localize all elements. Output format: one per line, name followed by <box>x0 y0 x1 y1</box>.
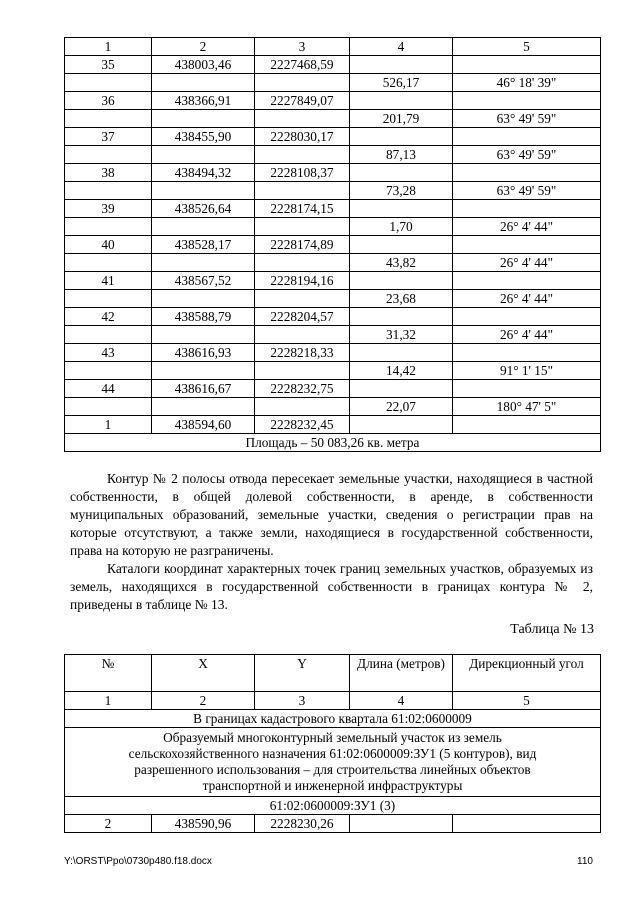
table-cell: 63° 49' 59" <box>453 146 601 164</box>
table-row <box>65 92 601 110</box>
table-cell: 438590,96 <box>152 815 255 833</box>
table-cell: 37 <box>65 128 152 146</box>
column-number-row <box>65 692 601 710</box>
table-cell <box>65 110 152 128</box>
area-total: Площадь – 50 083,26 кв. метра <box>65 434 601 452</box>
table-cell <box>350 416 453 434</box>
table-cell <box>453 56 601 74</box>
table-cell: 73,28 <box>350 182 453 200</box>
table-cell <box>350 128 453 146</box>
table-row <box>65 146 601 164</box>
header-cell: Дирекционный угол <box>453 655 601 692</box>
parcel-description: Образуемый многоконтурный земельный участок из земель сельскохозяйственного назначения 61:02:0600009:ЗУ1 (5 контуров), вид разрешенного использования – для строительства линейных объектов транспортной и инженерной инфраструктуры <box>65 728 601 797</box>
table-cell <box>453 308 601 326</box>
header-cell: Y <box>255 655 350 692</box>
table-cell <box>350 200 453 218</box>
table-cell: 438528,17 <box>152 236 255 254</box>
table-cell <box>350 380 453 398</box>
table-cell: 23,68 <box>350 290 453 308</box>
coordinates-table-13 <box>64 654 601 833</box>
number-cell: 2 <box>152 692 255 710</box>
table-cell <box>350 236 453 254</box>
table-cell <box>152 74 255 92</box>
table-row <box>65 815 601 833</box>
table-row <box>65 182 601 200</box>
table-cell: 2227849,07 <box>255 92 350 110</box>
table-cell <box>65 362 152 380</box>
body-text <box>70 470 593 614</box>
table-cell: 2227468,59 <box>255 56 350 74</box>
number-cell: 4 <box>350 692 453 710</box>
table-cell <box>453 236 601 254</box>
table-cell: 63° 49' 59" <box>453 110 601 128</box>
table-cell: 35 <box>65 56 152 74</box>
table-cell: 26° 4' 44" <box>453 218 601 236</box>
table-cell: 201,79 <box>350 110 453 128</box>
table-cell: 2 <box>65 815 152 833</box>
table-row <box>65 218 601 236</box>
table-cell: 1,70 <box>350 218 453 236</box>
table-cell <box>350 308 453 326</box>
table-row <box>65 326 601 344</box>
table-cell: 63° 49' 59" <box>453 182 601 200</box>
table-row <box>65 128 601 146</box>
table-cell <box>152 218 255 236</box>
table-cell <box>255 254 350 272</box>
table-row <box>65 110 601 128</box>
table-cell <box>65 326 152 344</box>
table-cell <box>152 146 255 164</box>
table-cell <box>453 272 601 290</box>
table-cell <box>255 110 350 128</box>
number-cell: 3 <box>255 692 350 710</box>
table-cell <box>65 74 152 92</box>
table-cell <box>65 146 152 164</box>
table-cell <box>152 182 255 200</box>
description-row <box>65 728 601 797</box>
table-cell: 438616,93 <box>152 344 255 362</box>
table-cell <box>152 398 255 416</box>
table-cell <box>350 164 453 182</box>
table-cell: 2228232,45 <box>255 416 350 434</box>
table-cell: 44 <box>65 380 152 398</box>
table-cell <box>350 56 453 74</box>
table-header-row <box>65 655 601 692</box>
header-cell: 2 <box>152 38 255 56</box>
table-cell <box>453 200 601 218</box>
table-caption: Таблица № 13 <box>510 622 594 637</box>
table-cell: 438594,60 <box>152 416 255 434</box>
table-cell <box>255 290 350 308</box>
number-cell: 1 <box>65 692 152 710</box>
table-row <box>65 254 601 272</box>
table-cell <box>152 362 255 380</box>
table-row <box>65 380 601 398</box>
table-cell <box>255 326 350 344</box>
header-cell: X <box>152 655 255 692</box>
table-header-row <box>65 38 601 56</box>
table-cell <box>453 416 601 434</box>
table-cell: 438455,90 <box>152 128 255 146</box>
table-cell <box>453 164 601 182</box>
table-cell: 438616,67 <box>152 380 255 398</box>
table-row <box>65 74 601 92</box>
table-cell <box>255 218 350 236</box>
table-cell <box>453 128 601 146</box>
coordinates-table-continuation <box>64 37 601 452</box>
table-cell <box>453 380 601 398</box>
table-cell: 38 <box>65 164 152 182</box>
table-cell: 2228194,16 <box>255 272 350 290</box>
table-cell: 42 <box>65 308 152 326</box>
header-cell: 1 <box>65 38 152 56</box>
table-cell: 26° 4' 44" <box>453 326 601 344</box>
table-cell: 2228204,57 <box>255 308 350 326</box>
table-row <box>65 164 601 182</box>
table-cell <box>255 182 350 200</box>
page-number: 110 <box>577 856 593 867</box>
cadastral-quarter: В границах кадастрового квартала 61:02:0600009 <box>65 710 601 728</box>
area-row <box>65 434 601 452</box>
table-cell: 438567,52 <box>152 272 255 290</box>
table-row <box>65 200 601 218</box>
table-cell: 43,82 <box>350 254 453 272</box>
table-cell: 438003,46 <box>152 56 255 74</box>
table-cell <box>152 254 255 272</box>
contour-row <box>65 797 601 815</box>
table-cell <box>152 326 255 344</box>
table-cell: 46° 18' 39" <box>453 74 601 92</box>
number-cell: 5 <box>453 692 601 710</box>
paragraph: Каталоги координат характерных точек границ земельных участков, образуемых из земель, находящихся в государственной собственности в границах контура № 2, приведены в таблице № 13. <box>70 561 593 612</box>
header-cell: № <box>65 655 152 692</box>
table-row <box>65 398 601 416</box>
contour-label: 61:02:0600009:ЗУ1 (3) <box>65 797 601 815</box>
table-cell: 2228230,26 <box>255 815 350 833</box>
table-cell <box>255 146 350 164</box>
header-cell: 4 <box>350 38 453 56</box>
table-cell: 180° 47' 5" <box>453 398 601 416</box>
table-cell: 91° 1' 15" <box>453 362 601 380</box>
table-cell: 36 <box>65 92 152 110</box>
table-cell: 2228174,89 <box>255 236 350 254</box>
table-cell: 26° 4' 44" <box>453 290 601 308</box>
quarter-row <box>65 710 601 728</box>
paragraph: Контур № 2 полосы отвода пересекает земельные участки, находящиеся в частной собственности, в общей долевой собственности, в аренде, в собственности муниципальных образований, земельные участки, сведения о регистрации прав на которые отсутствуют, а также земли, находящиеся в государственной собственности, права на которую не разграничены. <box>70 471 593 558</box>
table-cell: 2228174,15 <box>255 200 350 218</box>
table-cell: 87,13 <box>350 146 453 164</box>
table-row <box>65 344 601 362</box>
table-cell <box>350 92 453 110</box>
table-cell <box>65 254 152 272</box>
table-row <box>65 56 601 74</box>
table-cell <box>453 92 601 110</box>
table-row <box>65 362 601 380</box>
table-cell: 39 <box>65 200 152 218</box>
table-cell: 2228232,75 <box>255 380 350 398</box>
header-cell: Длина (метров) <box>350 655 453 692</box>
table-cell: 526,17 <box>350 74 453 92</box>
header-cell: 5 <box>453 38 601 56</box>
table-cell <box>350 344 453 362</box>
table-cell: 2228218,33 <box>255 344 350 362</box>
table-cell <box>65 398 152 416</box>
table-row <box>65 272 601 290</box>
table-row <box>65 308 601 326</box>
table-cell: 438366,91 <box>152 92 255 110</box>
table-cell <box>453 344 601 362</box>
table-cell: 43 <box>65 344 152 362</box>
table-cell <box>255 74 350 92</box>
header-cell: 3 <box>255 38 350 56</box>
table-cell <box>350 272 453 290</box>
table-row <box>65 236 601 254</box>
table-cell: 41 <box>65 272 152 290</box>
table-cell: 438494,32 <box>152 164 255 182</box>
table-cell: 438588,79 <box>152 308 255 326</box>
table-cell: 26° 4' 44" <box>453 254 601 272</box>
table-cell <box>65 182 152 200</box>
table-row <box>65 416 601 434</box>
table-cell <box>350 815 453 833</box>
footer-file-path: Y:\ORST\Ppo\0730p480.f18.docx <box>64 856 212 867</box>
table-cell <box>152 290 255 308</box>
table-cell <box>453 815 601 833</box>
table-cell <box>65 290 152 308</box>
table-cell: 1 <box>65 416 152 434</box>
table-cell: 22,07 <box>350 398 453 416</box>
table-cell: 2228108,37 <box>255 164 350 182</box>
table-cell: 31,32 <box>350 326 453 344</box>
table-cell: 438526,64 <box>152 200 255 218</box>
table-cell: 40 <box>65 236 152 254</box>
table-cell: 2228030,17 <box>255 128 350 146</box>
table-cell <box>65 218 152 236</box>
table-cell: 14,42 <box>350 362 453 380</box>
table-cell <box>152 110 255 128</box>
table-cell <box>255 362 350 380</box>
table-row <box>65 290 601 308</box>
table-cell <box>255 398 350 416</box>
